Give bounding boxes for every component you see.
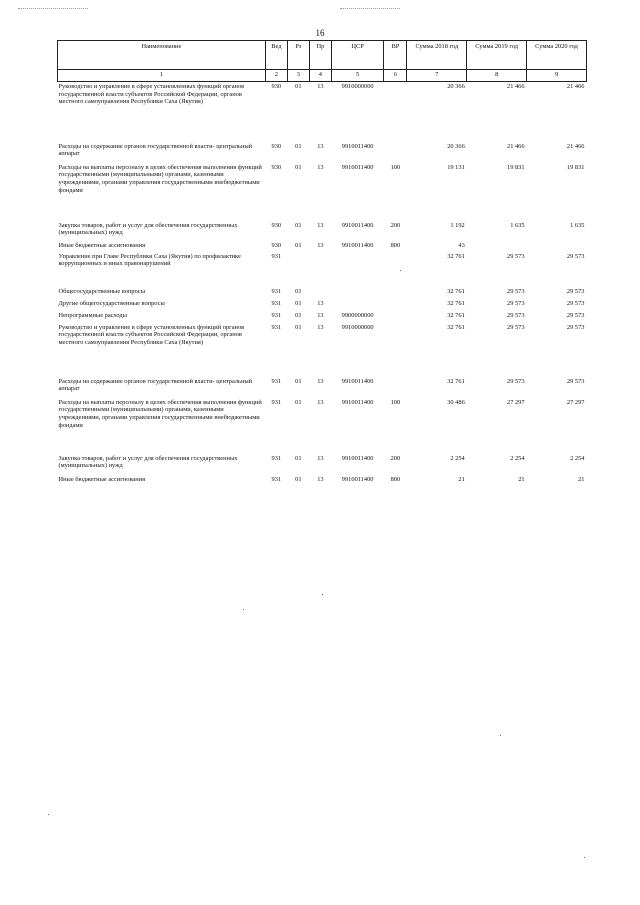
cell-rz: 01	[295, 323, 302, 331]
cell-pr: 13	[317, 475, 324, 483]
table-row	[58, 241, 587, 252]
cell-name: Непрограммные расходы	[58, 311, 127, 319]
cell-rz: 01	[295, 221, 302, 229]
cell-csr: 9910011400	[341, 163, 374, 171]
cell-name: Расходы на выплаты персоналу в целях обеспечения выполнения функций государственными (муниципальными) органами, казенными учреждениями, органами управления государственными внебюджетными фондами	[58, 398, 262, 429]
table-row	[58, 398, 587, 454]
cell-vr	[384, 323, 407, 377]
cell-ved: 930	[271, 221, 282, 229]
cell-rz: 01	[295, 475, 302, 483]
table-row	[58, 221, 587, 241]
cell-name: Закупка товаров, работ и услуг для обеспечения государственных (муниципальных) нужд	[58, 221, 238, 237]
cell-pr	[309, 287, 331, 299]
header-sum-2020: Сумма 2020 год	[527, 41, 587, 70]
cell-sum-2020: 19 831	[566, 163, 585, 171]
table-row	[58, 377, 587, 398]
cell-vr	[384, 299, 407, 311]
cell-vr: 800	[390, 475, 401, 483]
cell-ved: 931	[271, 311, 282, 319]
header-row	[58, 41, 587, 70]
cell-sum-2019: 29 573	[507, 323, 525, 331]
cell-sum-2020	[527, 241, 587, 252]
cell-vr	[384, 82, 407, 142]
cell-sum-2020: 1 635	[570, 221, 585, 229]
cell-sum-2019: 19 831	[507, 163, 525, 171]
table-body	[58, 82, 587, 487]
header-ved: Вед	[265, 41, 287, 70]
cell-rz: 01	[295, 377, 302, 385]
cell-rz: 01	[295, 142, 302, 150]
cell-sum-2018: 20 366	[447, 83, 465, 90]
cell-vr: 200	[390, 221, 401, 229]
cell-ved: 930	[271, 241, 282, 249]
cell-ved: 930	[271, 142, 282, 150]
cell-sum-2019: 29 573	[507, 287, 525, 295]
cell-csr	[331, 299, 383, 311]
cell-sum-2019: 29 573	[507, 252, 525, 260]
cell-sum-2020: 29 573	[566, 323, 585, 331]
column-number: 3	[287, 70, 309, 82]
table-row	[58, 299, 587, 311]
cell-ved: 931	[271, 475, 282, 483]
table-row	[58, 475, 587, 487]
column-number: 8	[467, 70, 527, 82]
cell-sum-2020: 27 297	[566, 398, 585, 406]
cell-name: Расходы на содержание органов государственной власти- центральный аппарат	[58, 142, 253, 158]
cell-pr: 13	[317, 398, 324, 406]
cell-vr: 200	[390, 454, 401, 462]
cell-sum-2020: 29 573	[566, 377, 585, 385]
cell-sum-2018: 32 761	[447, 311, 465, 319]
cell-rz: 01	[295, 163, 302, 171]
cell-sum-2019: 29 573	[507, 377, 525, 385]
cell-vr	[384, 287, 407, 299]
header-vr: ВР	[384, 41, 407, 70]
cell-pr: 13	[317, 377, 324, 385]
cell-sum-2018: 32 761	[447, 287, 465, 295]
cell-sum-2018: 20 366	[447, 142, 465, 150]
scan-speck	[322, 594, 323, 595]
cell-sum-2020: 21 466	[566, 83, 585, 90]
cell-csr	[331, 287, 383, 299]
cell-pr: 13	[317, 323, 324, 331]
cell-csr: 9910011400	[341, 454, 374, 462]
cell-name: Закупка товаров, работ и услуг для обеспечения государственных (муниципальных) нужд	[58, 454, 238, 470]
cell-pr: 13	[317, 241, 324, 249]
header-csr: ЦСР	[331, 41, 383, 70]
cell-name: Иные бюджетные ассигнования	[58, 241, 146, 249]
cell-pr: 13	[317, 163, 324, 171]
cell-sum-2019: 29 573	[507, 311, 525, 319]
cell-csr: 9910011400	[341, 241, 374, 249]
cell-pr: 13	[317, 299, 324, 307]
cell-name: Руководство и управление в сфере установленных функций органов государственной власти субъектов Российской Федерации, органов местного самоуправления Республики Саха (Якутия)	[58, 83, 245, 106]
cell-sum-2019: 21	[518, 475, 525, 483]
cell-vr: 800	[390, 241, 401, 249]
cell-sum-2020: 21	[578, 475, 585, 483]
cell-csr: 9900000000	[341, 311, 374, 319]
scan-speck	[243, 609, 244, 610]
cell-sum-2018: 32 761	[447, 323, 465, 331]
cell-pr	[309, 252, 331, 287]
cell-rz: 01	[295, 83, 302, 90]
budget-table	[57, 40, 587, 487]
cell-vr	[384, 142, 407, 163]
cell-ved: 931	[271, 454, 282, 462]
scan-noise-top-right	[340, 8, 400, 10]
scan-speck	[584, 857, 585, 858]
table-row	[58, 82, 587, 142]
cell-pr: 13	[317, 311, 324, 319]
cell-sum-2018: 19 131	[447, 163, 465, 171]
cell-rz: 01	[295, 311, 302, 319]
column-number: 2	[265, 70, 287, 82]
cell-name: Управление при Главе Республики Саха (Якутия) по профилактике коррупционных и иных правонарушений	[58, 252, 241, 268]
table-row	[58, 323, 587, 377]
cell-sum-2018: 21	[458, 475, 465, 483]
cell-name: Расходы на содержание органов государственной власти- центральный аппарат	[58, 377, 253, 393]
header-rz: Рз	[287, 41, 309, 70]
cell-rz: 01	[295, 454, 302, 462]
cell-ved: 931	[271, 398, 282, 406]
cell-name: Руководство и управление в сфере установленных функций органов государственной власти субъектов Российской Федерации, органов местного самоуправления Республики Саха (Якутия)	[58, 323, 245, 346]
scan-speck	[500, 735, 501, 736]
header-pr: Пр	[309, 41, 331, 70]
cell-sum-2018: 1 192	[450, 221, 465, 229]
cell-ved: 931	[271, 287, 282, 295]
cell-csr: 9910000000	[341, 83, 374, 90]
cell-ved: 931	[271, 252, 282, 260]
cell-ved: 931	[271, 377, 282, 385]
cell-sum-2019: 29 573	[507, 299, 525, 307]
cell-sum-2018: 32 761	[447, 299, 465, 307]
table-row	[58, 252, 587, 287]
cell-sum-2020: 21 466	[566, 142, 585, 150]
cell-rz: 01	[295, 398, 302, 406]
cell-sum-2019: 2 254	[510, 454, 525, 462]
cell-sum-2020: 2 254	[570, 454, 585, 462]
cell-csr: 9910011400	[341, 377, 374, 385]
cell-rz	[287, 252, 309, 287]
cell-pr: 13	[317, 83, 324, 90]
scan-speck	[48, 814, 49, 815]
table-row	[58, 142, 587, 163]
scan-noise-top-left	[18, 8, 88, 10]
cell-vr: 100	[390, 398, 401, 406]
cell-name: Другие общегосударственные вопросы	[58, 299, 165, 307]
column-number-row	[58, 70, 587, 82]
cell-csr: 9910011400	[341, 142, 374, 150]
cell-sum-2019: 21 466	[507, 142, 525, 150]
column-number: 9	[527, 70, 587, 82]
cell-sum-2019: 27 297	[507, 398, 525, 406]
cell-vr: 100	[390, 163, 401, 171]
table-row	[58, 311, 587, 323]
cell-vr	[384, 252, 407, 287]
cell-sum-2019: 21 466	[507, 83, 525, 90]
cell-sum-2019: 1 635	[510, 221, 525, 229]
cell-ved: 930	[271, 163, 282, 171]
scan-speck	[400, 270, 401, 271]
cell-sum-2018: 2 254	[450, 454, 465, 462]
header-sum-2018: Сумма 2018 год	[407, 41, 467, 70]
cell-sum-2019	[467, 241, 527, 252]
cell-pr: 13	[317, 454, 324, 462]
cell-sum-2018: 30 486	[447, 398, 465, 406]
cell-sum-2020: 29 573	[566, 299, 585, 307]
cell-csr	[331, 252, 383, 287]
table-row	[58, 454, 587, 475]
cell-vr	[384, 311, 407, 323]
cell-sum-2018: 32 761	[447, 377, 465, 385]
cell-sum-2020: 29 573	[566, 287, 585, 295]
column-number: 5	[331, 70, 383, 82]
cell-csr: 9910000000	[341, 323, 374, 331]
cell-ved: 930	[271, 83, 282, 90]
column-number: 7	[407, 70, 467, 82]
cell-sum-2020: 29 573	[566, 311, 585, 319]
cell-pr: 13	[317, 142, 324, 150]
cell-name: Иные бюджетные ассигнования	[58, 475, 146, 483]
cell-rz: 01	[295, 241, 302, 249]
cell-name: Общегосударственные вопросы	[58, 287, 146, 295]
cell-name: Расходы на выплаты персоналу в целях обеспечения выполнения функций государственными (муниципальными) органами, казенными учреждениями, органами управления государственными внебюджетными фондами	[58, 163, 262, 194]
header-name: Наименование	[58, 41, 266, 70]
cell-ved: 931	[271, 299, 282, 307]
cell-pr: 13	[317, 221, 324, 229]
cell-ved: 931	[271, 323, 282, 331]
page-number: 16	[315, 28, 325, 38]
cell-csr: 9910011400	[341, 398, 374, 406]
cell-sum-2020: 29 573	[566, 252, 585, 260]
column-number: 1	[58, 70, 266, 82]
table-row	[58, 163, 587, 221]
cell-sum-2018: 43	[458, 241, 465, 249]
cell-rz: 01	[295, 299, 302, 307]
cell-sum-2018: 32 761	[447, 252, 465, 260]
header-sum-2019: Сумма 2019 год	[467, 41, 527, 70]
column-number: 6	[384, 70, 407, 82]
cell-csr: 9910011400	[341, 475, 374, 483]
column-number: 4	[309, 70, 331, 82]
cell-rz: 01	[295, 287, 302, 295]
cell-csr: 9910011400	[341, 221, 374, 229]
table-row	[58, 287, 587, 299]
cell-vr	[384, 377, 407, 398]
